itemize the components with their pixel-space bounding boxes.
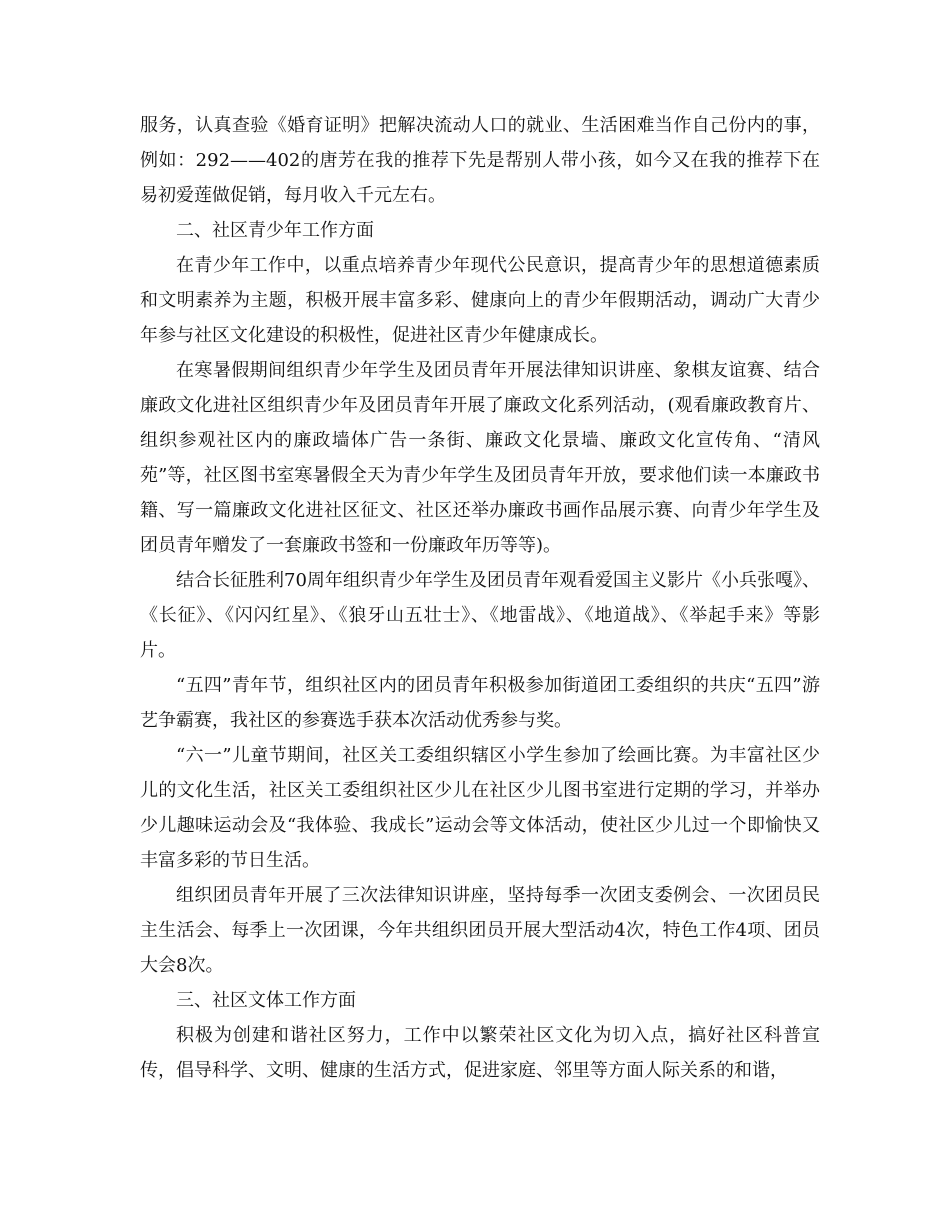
paragraph-may-fourth: “五四”青年节，组织社区内的团员青年积极参加街道团工委组织的共庆“五四”游艺争霸赛，我社区的参赛选手获本次活动优秀参与奖。 — [140, 675, 820, 731]
paragraph-continuation: 服务，认真查验《婚育证明》把解决流动人口的就业、生活困难当作自己份内的事，例如：292——402的唐芳在我的推荐下先是帮别人带小孩，如今又在我的推荐下在易初爱莲做促销，每月收入千元左右。 — [140, 115, 820, 206]
paragraph-patriotic-films: 结合长征胜利70周年组织青少年学生及团员青年观看爱国主义影片《小兵张嘎》、《长征》、《闪闪红星》、《狼牙山五壮士》、《地雷战》、《地道战》、《举起手来》等影片。 — [140, 570, 820, 661]
paragraph-childrens-day: “六一”儿童节期间，社区关工委组织辖区小学生参加了绘画比赛。为丰富社区少儿的文化生活，社区关工委组织社区少儿在社区少儿图书室进行定期的学习，并举办少儿趣味运动会及“我体验、我成长”运动会等文体活动，使社区少儿过一个即愉快又丰富多彩的节日生活。 — [140, 745, 820, 871]
section-heading-youth-work: 二、社区青少年工作方面 — [176, 220, 374, 241]
paragraph-youth-intro: 在青少年工作中，以重点培养青少年现代公民意识，提高青少年的思想道德素质和文明素养为主题，积极开展丰富多彩、健康向上的青少年假期活动，调动广大青少年参与社区文化建设的积极性，促进社区青少年健康成长。 — [140, 255, 820, 346]
section-heading-culture-sports: 三、社区文体工作方面 — [176, 990, 356, 1011]
paragraph-league-activities: 组织团员青年开展了三次法律知识讲座，坚持每季一次团支委例会、一次团员民主生活会、每季上一次团课，今年共组织团员开展大型活动4次，特色工作4项、团员大会8次。 — [140, 885, 820, 976]
paragraph-vacation-activities: 在寒暑假期间组织青少年学生及团员青年开展法律知识讲座、象棋友谊赛、结合廉政文化进社区组织青少年及团员青年开展了廉政文化系列活动，(观看廉政教育片、组织参观社区内的廉政墙体广告一条街、廉政文化景墙、廉政文化宣传角、“清风苑”等，社区图书室寒暑假全天为青少年学生及团员青年开放，要求他们读一本廉政书籍、写一篇廉政文化进社区征文、社区还举办廉政书画作品展示赛、向青少年学生及团员青年赠发了一套廉政书签和一份廉政年历等等)。 — [140, 360, 820, 556]
paragraph-harmonious-community: 积极为创建和谐社区努力，工作中以繁荣社区文化为切入点，搞好社区科普宣传，倡导科学、文明、健康的生活方式，促进家庭、邻里等方面人际关系的和谐， — [140, 1025, 820, 1081]
document-body — [140, 108, 820, 1088]
